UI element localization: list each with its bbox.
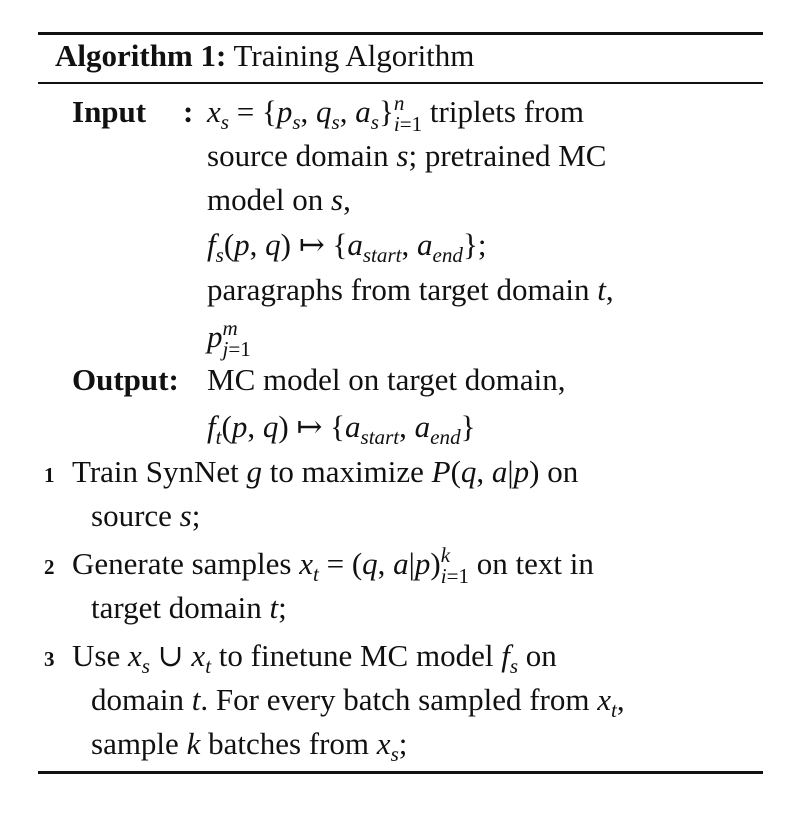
step-3-line-2: domain t. For every batch sampled from $x_t$, [91, 682, 625, 723]
algorithm-label: Algorithm 1: [55, 38, 227, 73]
step-3-line-1: Use $x_s$ ∪ $x_t$ to finetune MC model $f_s$ on [72, 638, 557, 679]
input-line-2: source domain s; pretrained MC [207, 138, 607, 173]
input-line-3: model on s, [207, 182, 351, 217]
output-label: Output: [72, 362, 179, 397]
input-line-1: $x_s = \{p_s$, $q_s$, $a_s$} n i=1 triplets from [207, 90, 584, 137]
step-number-2: 2 [44, 555, 55, 579]
output-label-row [72, 360, 179, 400]
step-number-3: 3 [44, 647, 55, 671]
input-label: Input [72, 94, 147, 129]
step-number-1: 1 [44, 463, 55, 487]
algorithm-name: Training Algorithm [233, 38, 475, 73]
input-line-6: p m j=1 [207, 315, 251, 362]
algorithm-title [55, 36, 474, 76]
step-1-line-2: source s; [91, 498, 201, 533]
output-line-1: MC model on target domain, [207, 362, 566, 397]
input-line-5: paragraphs from target domain t, [207, 272, 614, 307]
step-3-line-3: sample k batches from $x_s$; [91, 726, 408, 767]
input-colon: : [183, 94, 194, 129]
output-line-2: $f_t(p$, q) ↦ {$a_{start}$, $a_{end}$} [207, 409, 476, 450]
bottom-rule [38, 771, 763, 774]
top-rule [38, 32, 763, 35]
step-1-line-1: Train SynNet g to maximize P(q, a|p) on [72, 454, 579, 489]
input-line-4: $f_s(p$, q) ↦ {$a_{start}$, $a_{end}$}; [207, 227, 487, 268]
step-2-line-2: target domain t; [91, 590, 287, 625]
step-2-line-1: Generate samples $x_t = (q$, a|p) k i=1 on text in [72, 542, 594, 589]
input-label-row [72, 92, 146, 132]
